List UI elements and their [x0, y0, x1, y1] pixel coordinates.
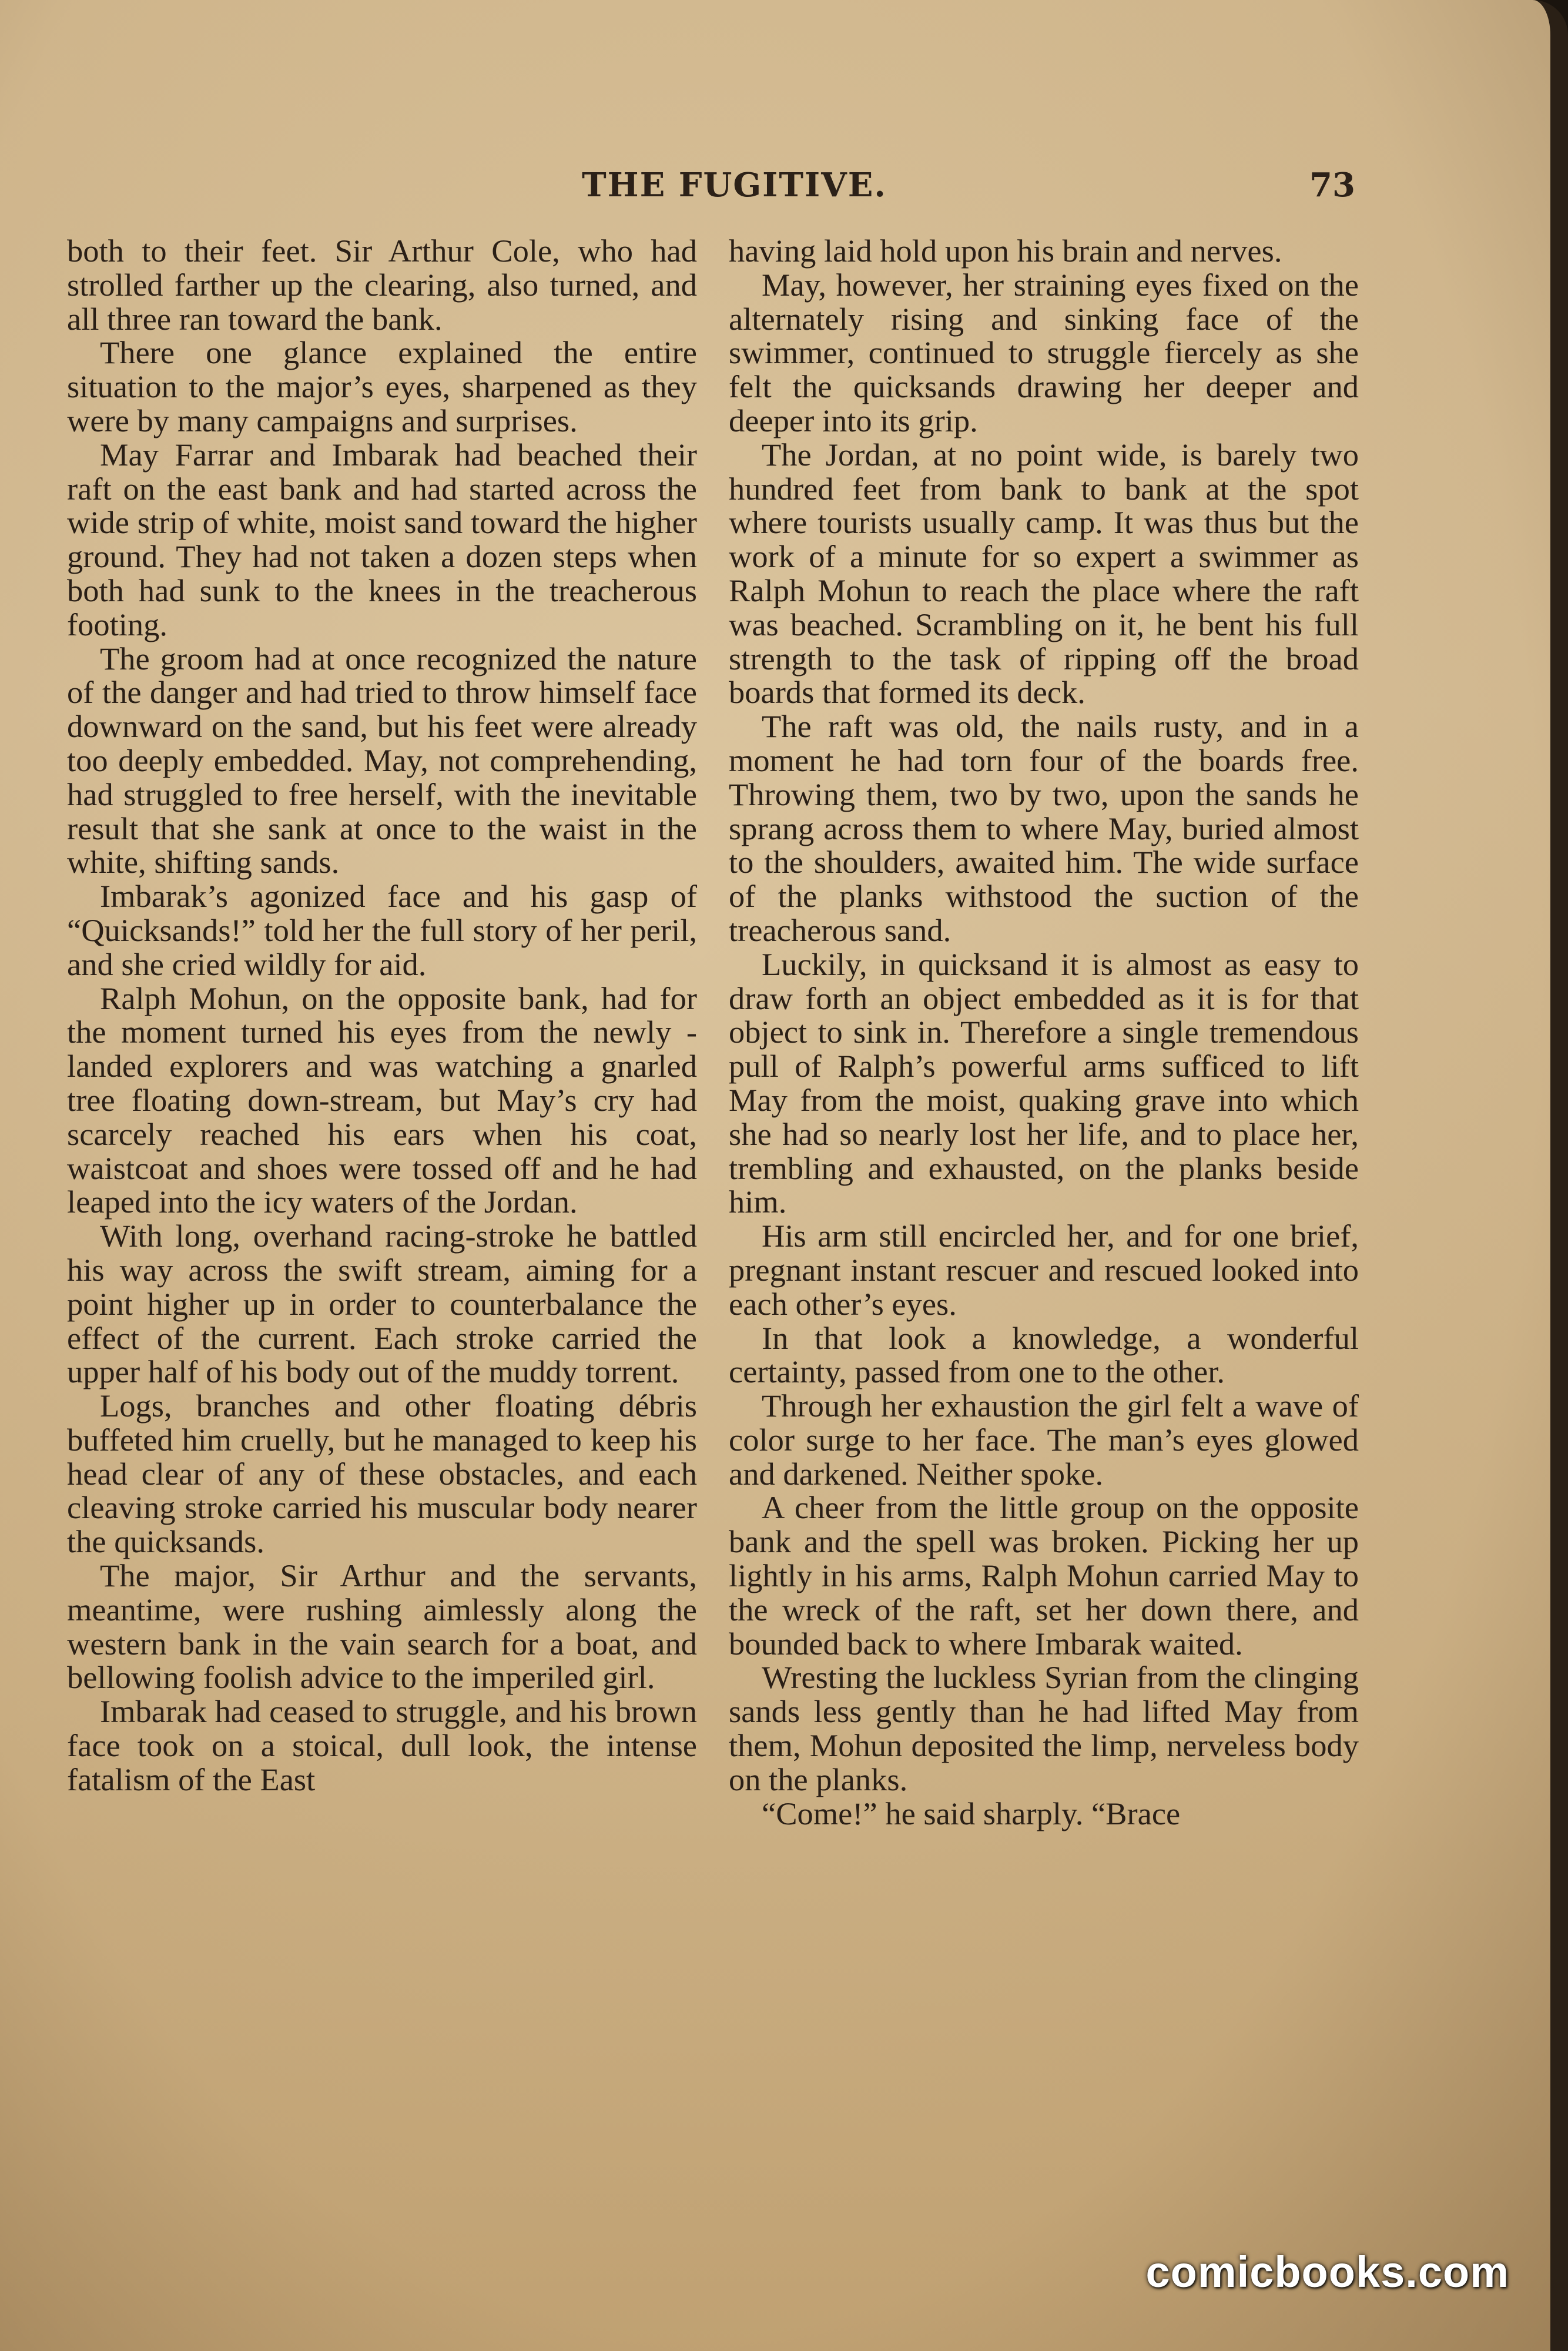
paragraph: both to their feet. Sir Arthur Cole, who had strolled farther up the clearing, also turned, and all three ran toward the bank.	[67, 233, 697, 337]
paragraph: The Jordan, at no point wide, is barely two hundred feet from bank to bank at the spot where tourists usually camp. It was thus but the work of a minute for so expert a swimmer as Ralph Mohun to reach the place where the raft was beached. Scrambling on it, he bent his full strength to the task of ripping off the broad boards that formed its deck.	[729, 436, 1359, 711]
paragraph: Luckily, in quicksand it is almost as easy to draw forth an object embedded as it is for that object to sink in. Therefore a single tremendous pull of Ralph’s powerful arms sufficed to lift May from the moist, quaking grave into which she had so nearly lost her life, and to place her, trembling and exhausted, on the planks beside him.	[729, 946, 1359, 1220]
page-number: 73	[1309, 166, 1355, 205]
page-header	[0, 166, 1568, 213]
paragraph: The major, Sir Arthur and the servants, meantime, were rushing aimlessly along the western bank in the vain search for a boat, and bellowing foolish advice to the imperiled girl.	[67, 1558, 697, 1696]
paragraph: Imbarak had ceased to struggle, and his brown face took on a stoical, dull look, the intense fatalism of the East	[67, 1693, 697, 1797]
paragraph: A cheer from the little group on the opposite bank and the spell was broken. Picking her up lightly in his arms, Ralph Mohun carried May to the wreck of the raft, set her down there, and bounded back to where Imbarak waited.	[729, 1489, 1359, 1662]
paragraph: having laid hold upon his brain and nerves.	[729, 233, 1282, 269]
watermark: comicbooks.com	[1145, 2248, 1509, 2296]
paragraph: His arm still encircled her, and for one brief, pregnant instant rescuer and rescued looked into each other’s eyes.	[729, 1218, 1359, 1322]
paragraph: The raft was old, the nails rusty, and in a moment he had torn four of the boards free. Throwing them, two by two, upon the sands he sprang across them to where May, buried almost to the shoulders, awaited him. The wide surface of the planks withstood the suction of the treacherous sand.	[729, 708, 1359, 948]
running-title: THE FUGITIVE.	[582, 166, 887, 205]
paragraph: With long, overhand racing-stroke he battled his way across the swift stream, aiming for a point higher up in order to counterbalance the effect of the current. Each stroke carried the upper half of his body out of the muddy torrent.	[67, 1218, 697, 1390]
paragraph: In that look a knowledge, a wonderful certainty, passed from one to the other.	[729, 1319, 1359, 1390]
paragraph: Imbarak’s agonized face and his gasp of “Quicksands!” told her the full story of her peril, and she cried wildly for aid.	[67, 878, 697, 982]
paragraph: May Farrar and Imbarak had beached their raft on the east bank and had started across the wide strip of white, moist sand toward the higher ground. They had not taken a dozen steps when both had sunk to the knees in the treacherous footing.	[67, 436, 697, 642]
paragraph: Wresting the luckless Syrian from the clinging sands less gently than he had lifted May from them, Mohun deposited the limp, nerveless body on the planks.	[729, 1659, 1359, 1797]
paragraph: “Come!” he said sharply. “Brace	[762, 1795, 1181, 1831]
paragraph: May, however, her straining eyes fixed on the alternately rising and sinking face of the swimmer, continued to struggle fiercely as she felt the quicksands drawing her deeper and deeper into its grip.	[729, 266, 1359, 438]
paragraph: The groom had at once recognized the nature of the danger and had tried to throw himself face downward on the sand, but his feet were already too deeply embedded. May, not comprehending, had struggled to free herself, with the inevitable result that she sank at once to the waist in the white, shifting sands.	[67, 640, 697, 880]
left-text-column	[67, 234, 697, 1797]
paragraph: Ralph Mohun, on the opposite bank, had for the moment turned his eyes from the newly - landed explorers and was watching a gnarled tree floating down-stream, but May’s cry had scarcely reached his ears when his coat, waistcoat and shoes were tossed off and he had leaped into the icy waters of the Jordan.	[67, 980, 697, 1220]
paragraph: There one glance explained the entire situation to the major’s eyes, sharpened as they were by many campaigns and surprises.	[67, 334, 697, 438]
right-text-column	[729, 234, 1359, 1830]
paragraph: Logs, branches and other floating débris buffeted him cruelly, but he managed to keep his head clear of any of these obstacles, and each cleaving stroke carried his muscular body nearer the quicksands.	[67, 1388, 697, 1560]
paragraph: Through her exhaustion the girl felt a wave of color surge to her face. The man’s eyes glowed and darkened. Neither spoke.	[729, 1388, 1359, 1492]
